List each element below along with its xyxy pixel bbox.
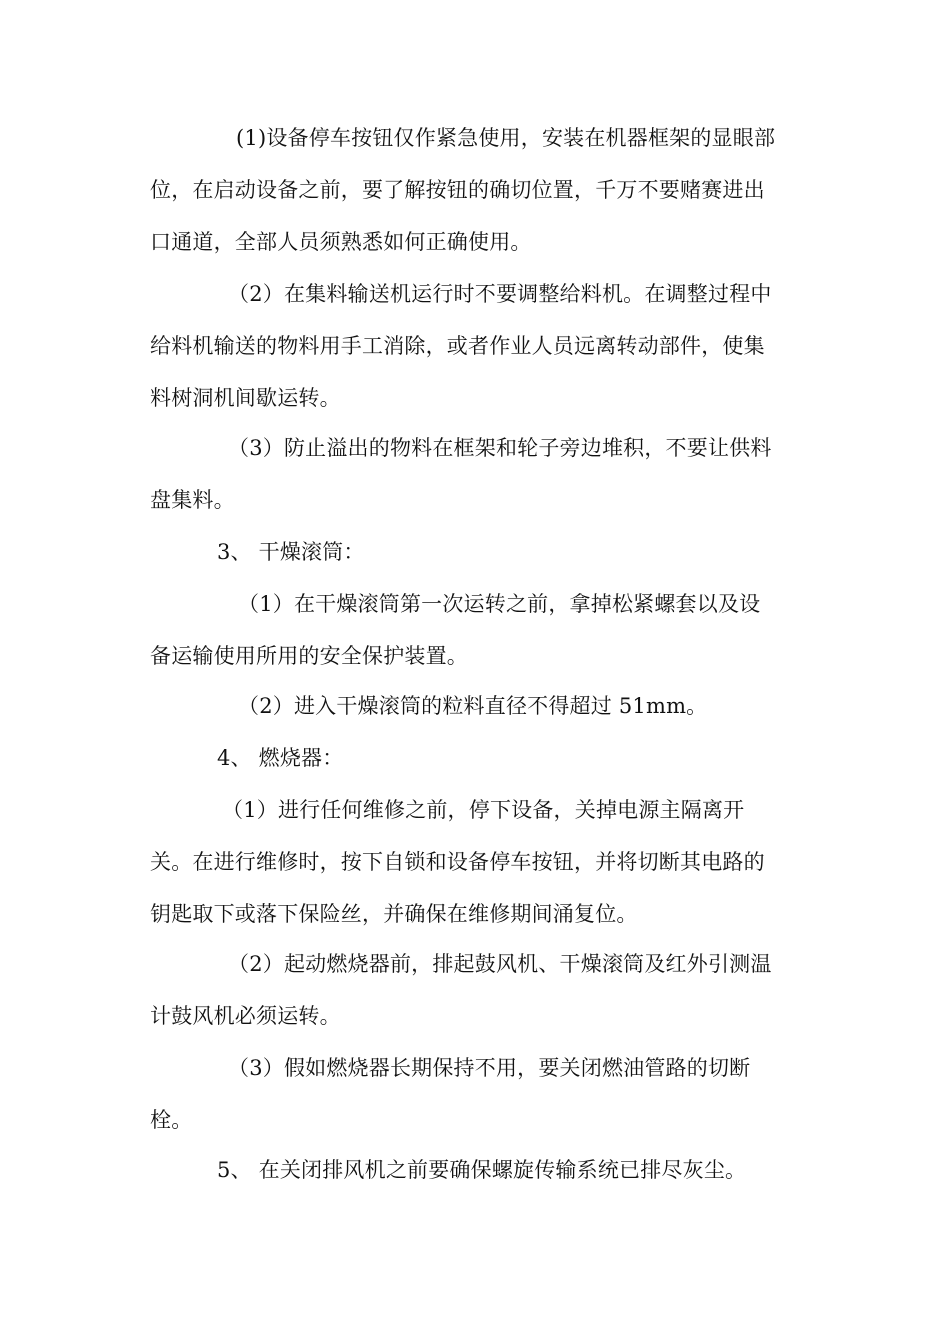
text-line: 给料机输送的物料用手工消除，或者作业人员远离转动部件，使集 — [150, 334, 765, 358]
text-line: （2）在集料输送机运行时不要调整给料机。在调整过程中 — [228, 282, 772, 306]
text-line: 关。在进行维修时，按下自锁和设备停车按钮，并将切断其电路的 — [150, 850, 765, 874]
text-line: （3）防止溢出的物料在框架和轮子旁边堆积，不要让供料 — [228, 436, 772, 460]
text-line: （2）进入干燥滚筒的粒料直径不得超过 51mm。 — [238, 694, 708, 718]
text-line: 钥匙取下或落下保险丝，并确保在维修期间涌复位。 — [150, 902, 638, 926]
text-line: 口通道，全部人员须熟悉如何正确使用。 — [150, 230, 532, 254]
text-line: 栓。 — [150, 1108, 193, 1132]
text-line: 位，在启动设备之前，要了解按钮的确切位置，千万不要赌赛进出 — [150, 178, 765, 202]
text-line: （1）在干燥滚筒第一次运转之前，拿掉松紧螺套以及设 — [238, 592, 761, 616]
text-line: （2）起动燃烧器前，排起鼓风机、干燥滚筒及红外引测温 — [228, 952, 772, 976]
text-line: 计鼓风机必须运转。 — [150, 1004, 341, 1028]
section-heading: 4、 燃烧器： — [217, 746, 344, 770]
text-line: （1）进行任何维修之前，停下设备，关掉电源主隔离开 — [222, 798, 745, 822]
section-heading: 3、 干燥滚筒： — [217, 540, 365, 564]
text-line: 备运输使用所用的安全保护装置。 — [150, 644, 468, 668]
text-line: 料树洞机间歇运转。 — [150, 386, 341, 410]
section-heading: 5、 在关闭排风机之前要确保螺旋传输系统已排尽灰尘。 — [217, 1158, 747, 1182]
text-line: 盘集料。 — [150, 488, 235, 512]
text-line: (1)设备停车按钮仅作紧急使用，安装在机器框架的显眼部 — [236, 126, 776, 150]
text-line: （3）假如燃烧器长期保持不用，要关闭燃油管路的切断 — [228, 1056, 751, 1080]
